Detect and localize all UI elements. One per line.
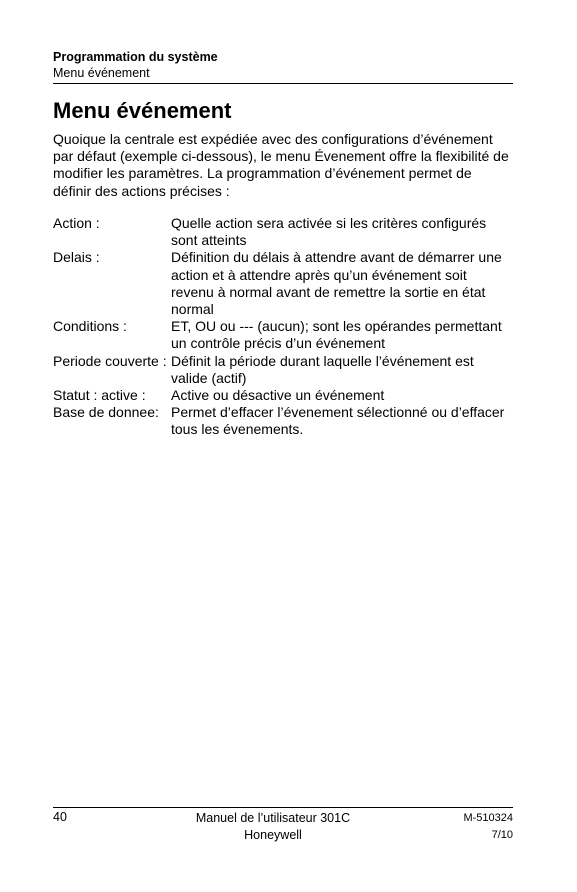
document-number: M-510324 <box>463 812 513 824</box>
running-header <box>53 50 513 81</box>
footer-divider <box>53 807 513 808</box>
definition-term: Conditions : <box>53 318 127 335</box>
page-footer <box>53 810 513 850</box>
manual-title: Manuel de l’utilisateur 301C <box>195 811 351 825</box>
definition-term: Statut : active : <box>53 387 146 404</box>
footer-center <box>53 810 493 844</box>
definition-term: Delais : <box>53 249 100 266</box>
header-section-title: Programmation du système <box>53 50 218 64</box>
definition-row-periode <box>53 353 513 387</box>
page-title: Menu événement <box>53 98 232 123</box>
header-divider <box>53 83 513 84</box>
definition-description: ET, OU ou --- (aucun); sont les opérandes permettant un contrôle précis d’un événement <box>171 318 502 352</box>
document-date: 7/10 <box>491 829 513 841</box>
definition-term: Base de donnee: <box>53 404 159 421</box>
header-subsection-title: Menu événement <box>53 66 150 80</box>
definition-description: Permet d’effacer l’évenement sélectionné ou d’effacer tous les évenements. <box>171 404 505 438</box>
definition-description: Quelle action sera activée si les critères configurés sont atteints <box>171 215 487 249</box>
definition-row-delais <box>53 249 513 318</box>
definition-row-statut <box>53 387 513 404</box>
definition-row-action <box>53 215 513 249</box>
definition-description: Définition du délais à attendre avant de démarrer une action et à attendre après qu’un événement soit revenu à normal avant de remettre la sortie en état normal <box>171 249 502 318</box>
definition-row-conditions <box>53 318 513 352</box>
definition-term: Periode couverte : <box>53 352 167 369</box>
definition-description: Active ou désactive un événement <box>171 387 385 404</box>
definition-term: Action : <box>53 215 100 231</box>
definition-row-base-de-donnee <box>53 404 513 438</box>
definition-list <box>53 215 513 439</box>
company-name: Honeywell <box>244 828 302 842</box>
intro-paragraph: Quoique la centrale est expédiée avec des configurations d’événement par défaut (exemple ci-dessous), le menu Évenement offre la flexibilité de modifier les paramètres. La programmation d’événement permet de définir des actions précises : <box>53 131 509 199</box>
page-number: 40 <box>53 810 67 824</box>
footer-right <box>463 810 513 844</box>
definition-description: Définit la période durant laquelle l’événement est valide (actif) <box>171 352 474 386</box>
